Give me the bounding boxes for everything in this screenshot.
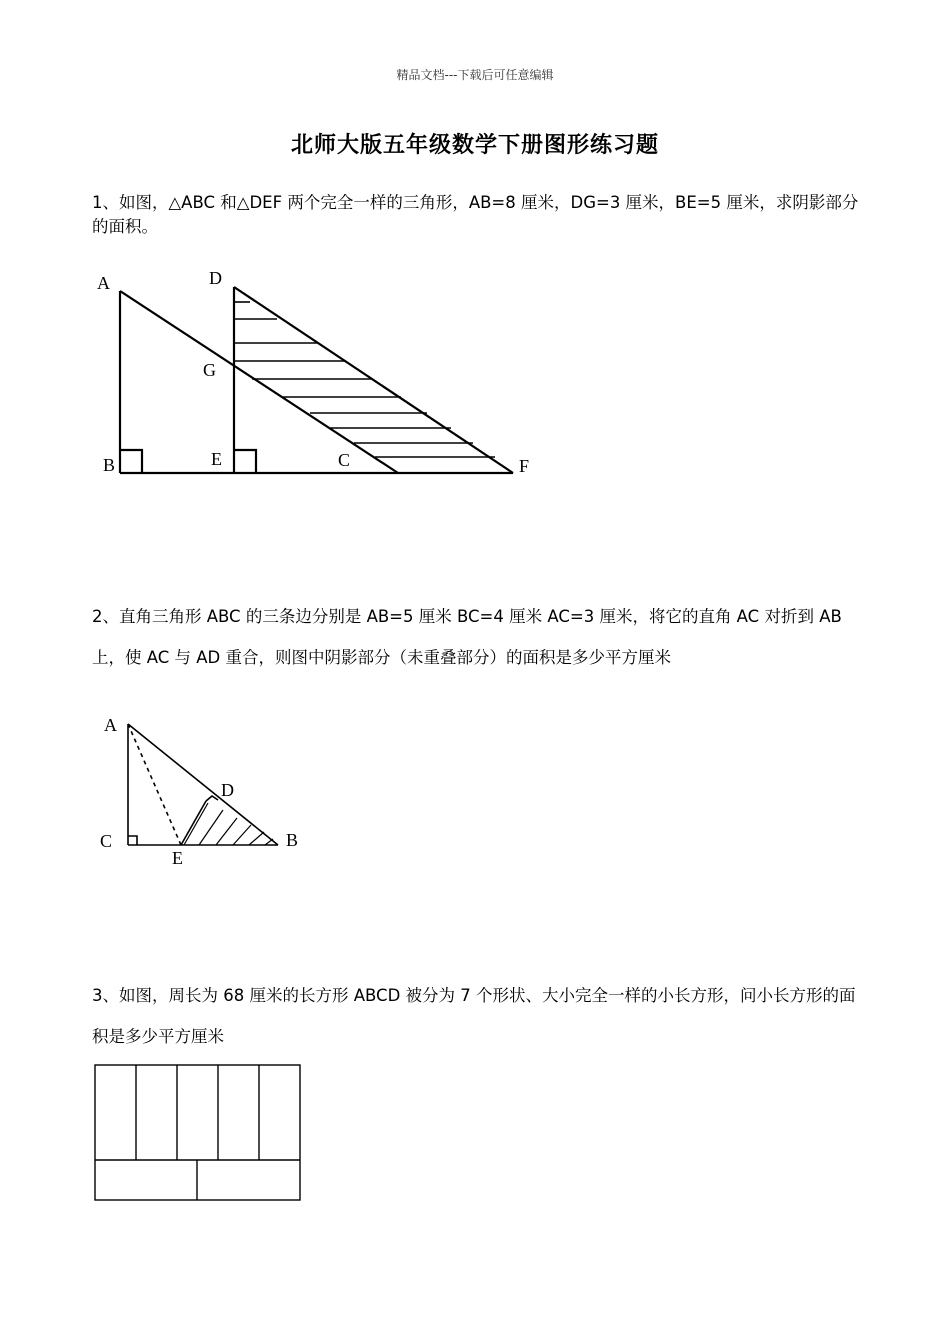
q2-label-c: C bbox=[100, 831, 113, 851]
q1-label-c: C bbox=[338, 450, 351, 470]
q2-label-d: D bbox=[221, 780, 234, 800]
q1-label-f: F bbox=[519, 456, 530, 476]
question-2-text: 2、直角三角形 ABC 的三条边分别是 AB=5 厘米 BC=4 厘米 AC=3 厘米，将它的直角 AC 对折到 AB 上，使 AC 与 AD 重合，则图中阴影部分（未重叠部分）的面积是多少平方厘米 bbox=[92, 607, 842, 667]
page-title: 北师大版五年级数学下册图形练习题 bbox=[290, 133, 659, 158]
q2-label-e: E bbox=[172, 848, 183, 868]
question-3-text: 3、如图，周长为 68 厘米的长方形 ABCD 被分为 7 个形状、大小完全一样的小长方形，问小长方形的面积是多少平方厘米 bbox=[92, 986, 856, 1046]
page-header: 精品文档---下载后可任意编辑 bbox=[396, 68, 554, 82]
q1-label-g: G bbox=[203, 360, 216, 380]
q1-label-b: B bbox=[103, 455, 116, 475]
q1-label-a: A bbox=[97, 273, 110, 293]
q2-label-b: B bbox=[286, 830, 299, 850]
q1-label-d: D bbox=[209, 268, 222, 288]
q1-label-e: E bbox=[211, 449, 222, 469]
q2-label-a: A bbox=[104, 715, 117, 735]
question-1-text: 1、如图，△ABC 和△DEF 两个完全一样的三角形，AB=8 厘米，DG=3 厘米，BE=5 厘米，求阴影部分的面积。 bbox=[92, 193, 859, 236]
